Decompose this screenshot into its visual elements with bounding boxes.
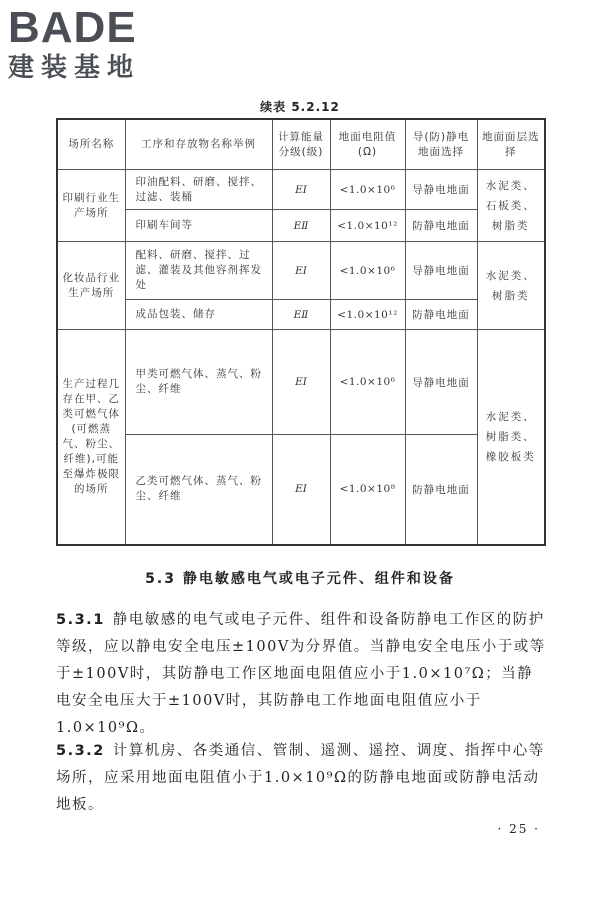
clause-text: 静电敏感的电气或电子元件、组件和设备防静电工作区的防护等级，应以静电安全电压±100V为分界值。当静电安全电压小于或等于±100V时，其防静电工作区地面电阻值应小于1.0×10⁷Ω；当静电安全电压大于±100V时，其防静电工作地面电阻值应小于1.0×10⁹Ω。 bbox=[56, 612, 546, 736]
header-process: 工序和存放物名称举例 bbox=[125, 119, 272, 170]
logo-latin: BADE bbox=[8, 3, 137, 52]
clause-number: 5.3.2 bbox=[56, 743, 105, 759]
header-resistance: 地面电阻值(Ω) bbox=[330, 119, 405, 170]
bade-logo bbox=[8, 3, 173, 86]
resistance-cell: <1.0×10⁶ bbox=[330, 330, 405, 435]
resistance-cell: <1.0×10⁶ bbox=[330, 242, 405, 300]
resistance-cell: <1.0×10⁶ bbox=[330, 170, 405, 210]
header-selection: 导(防)静电地面选择 bbox=[405, 119, 477, 170]
clause-number: 5.3.1 bbox=[56, 612, 105, 628]
place-cell: 生产过程几存在甲、乙类可燃气体(可燃蒸气、粉尘、纤维),可能至爆炸极限的场所 bbox=[57, 330, 125, 545]
table-row bbox=[57, 330, 545, 435]
floor-cell: 水泥类、树脂类 bbox=[477, 242, 545, 330]
level-cell: EⅡ bbox=[272, 300, 330, 330]
clause-text: 计算机房、各类通信、管制、遥测、遥控、调度、指挥中心等场所，应采用地面电阻值小于1.0×10⁹Ω的防静电地面或防静电活动地板。 bbox=[56, 743, 545, 813]
level-cell: EⅠ bbox=[272, 170, 330, 210]
table-row bbox=[57, 300, 545, 330]
resistance-cell: <1.0×10⁸ bbox=[330, 435, 405, 545]
resistance-cell: <1.0×10¹² bbox=[330, 300, 405, 330]
selection-cell: 导静电地面 bbox=[405, 242, 477, 300]
logo-chinese: 建装基地 bbox=[8, 53, 141, 83]
resistance-cell: <1.0×10¹² bbox=[330, 210, 405, 242]
table-row bbox=[57, 170, 545, 210]
header-place: 场所名称 bbox=[57, 119, 125, 170]
process-cell: 配料、研磨、搅拌、过滤、灌装及其他容剂挥发处 bbox=[125, 242, 272, 300]
selection-cell: 导静电地面 bbox=[405, 330, 477, 435]
table-row bbox=[57, 242, 545, 300]
place-cell: 印刷行业生产场所 bbox=[57, 170, 125, 242]
clause-5-3-2 bbox=[56, 738, 546, 819]
process-cell: 成品包装、储存 bbox=[125, 300, 272, 330]
place-cell: 化妆品行业生产场所 bbox=[57, 242, 125, 330]
level-cell: EⅠ bbox=[272, 242, 330, 300]
page-number: · 25 · bbox=[497, 822, 540, 836]
level-cell: EⅡ bbox=[272, 210, 330, 242]
table-caption: 续表 5.2.12 bbox=[260, 100, 340, 114]
table-row bbox=[57, 210, 545, 242]
floor-cell: 水泥类、树脂类、橡胶板类 bbox=[477, 330, 545, 545]
process-cell: 印刷车间等 bbox=[125, 210, 272, 242]
floor-cell: 水泥类、石板类、树脂类 bbox=[477, 170, 545, 242]
selection-cell: 导静电地面 bbox=[405, 170, 477, 210]
level-cell: EⅠ bbox=[272, 435, 330, 545]
selection-cell: 防静电地面 bbox=[405, 210, 477, 242]
header-level: 计算能量分级(级) bbox=[272, 119, 330, 170]
selection-cell: 防静电地面 bbox=[405, 435, 477, 545]
table-row bbox=[57, 435, 545, 545]
process-cell: 乙类可燃气体、蒸气、粉尘、纤维 bbox=[125, 435, 272, 545]
process-cell: 印油配料、研磨、搅拌、过滤、装桶 bbox=[125, 170, 272, 210]
level-cell: EⅠ bbox=[272, 330, 330, 435]
clause-5-3-1 bbox=[56, 607, 546, 742]
selection-cell: 防静电地面 bbox=[405, 300, 477, 330]
header-floor: 地面面层选择 bbox=[477, 119, 545, 170]
process-cell: 甲类可燃气体、蒸气、粉尘、纤维 bbox=[125, 330, 272, 435]
resistance-table bbox=[56, 118, 546, 546]
section-title: 5.3 静电敏感电气或电子元件、组件和设备 bbox=[145, 571, 455, 587]
table-header-row bbox=[57, 119, 545, 170]
